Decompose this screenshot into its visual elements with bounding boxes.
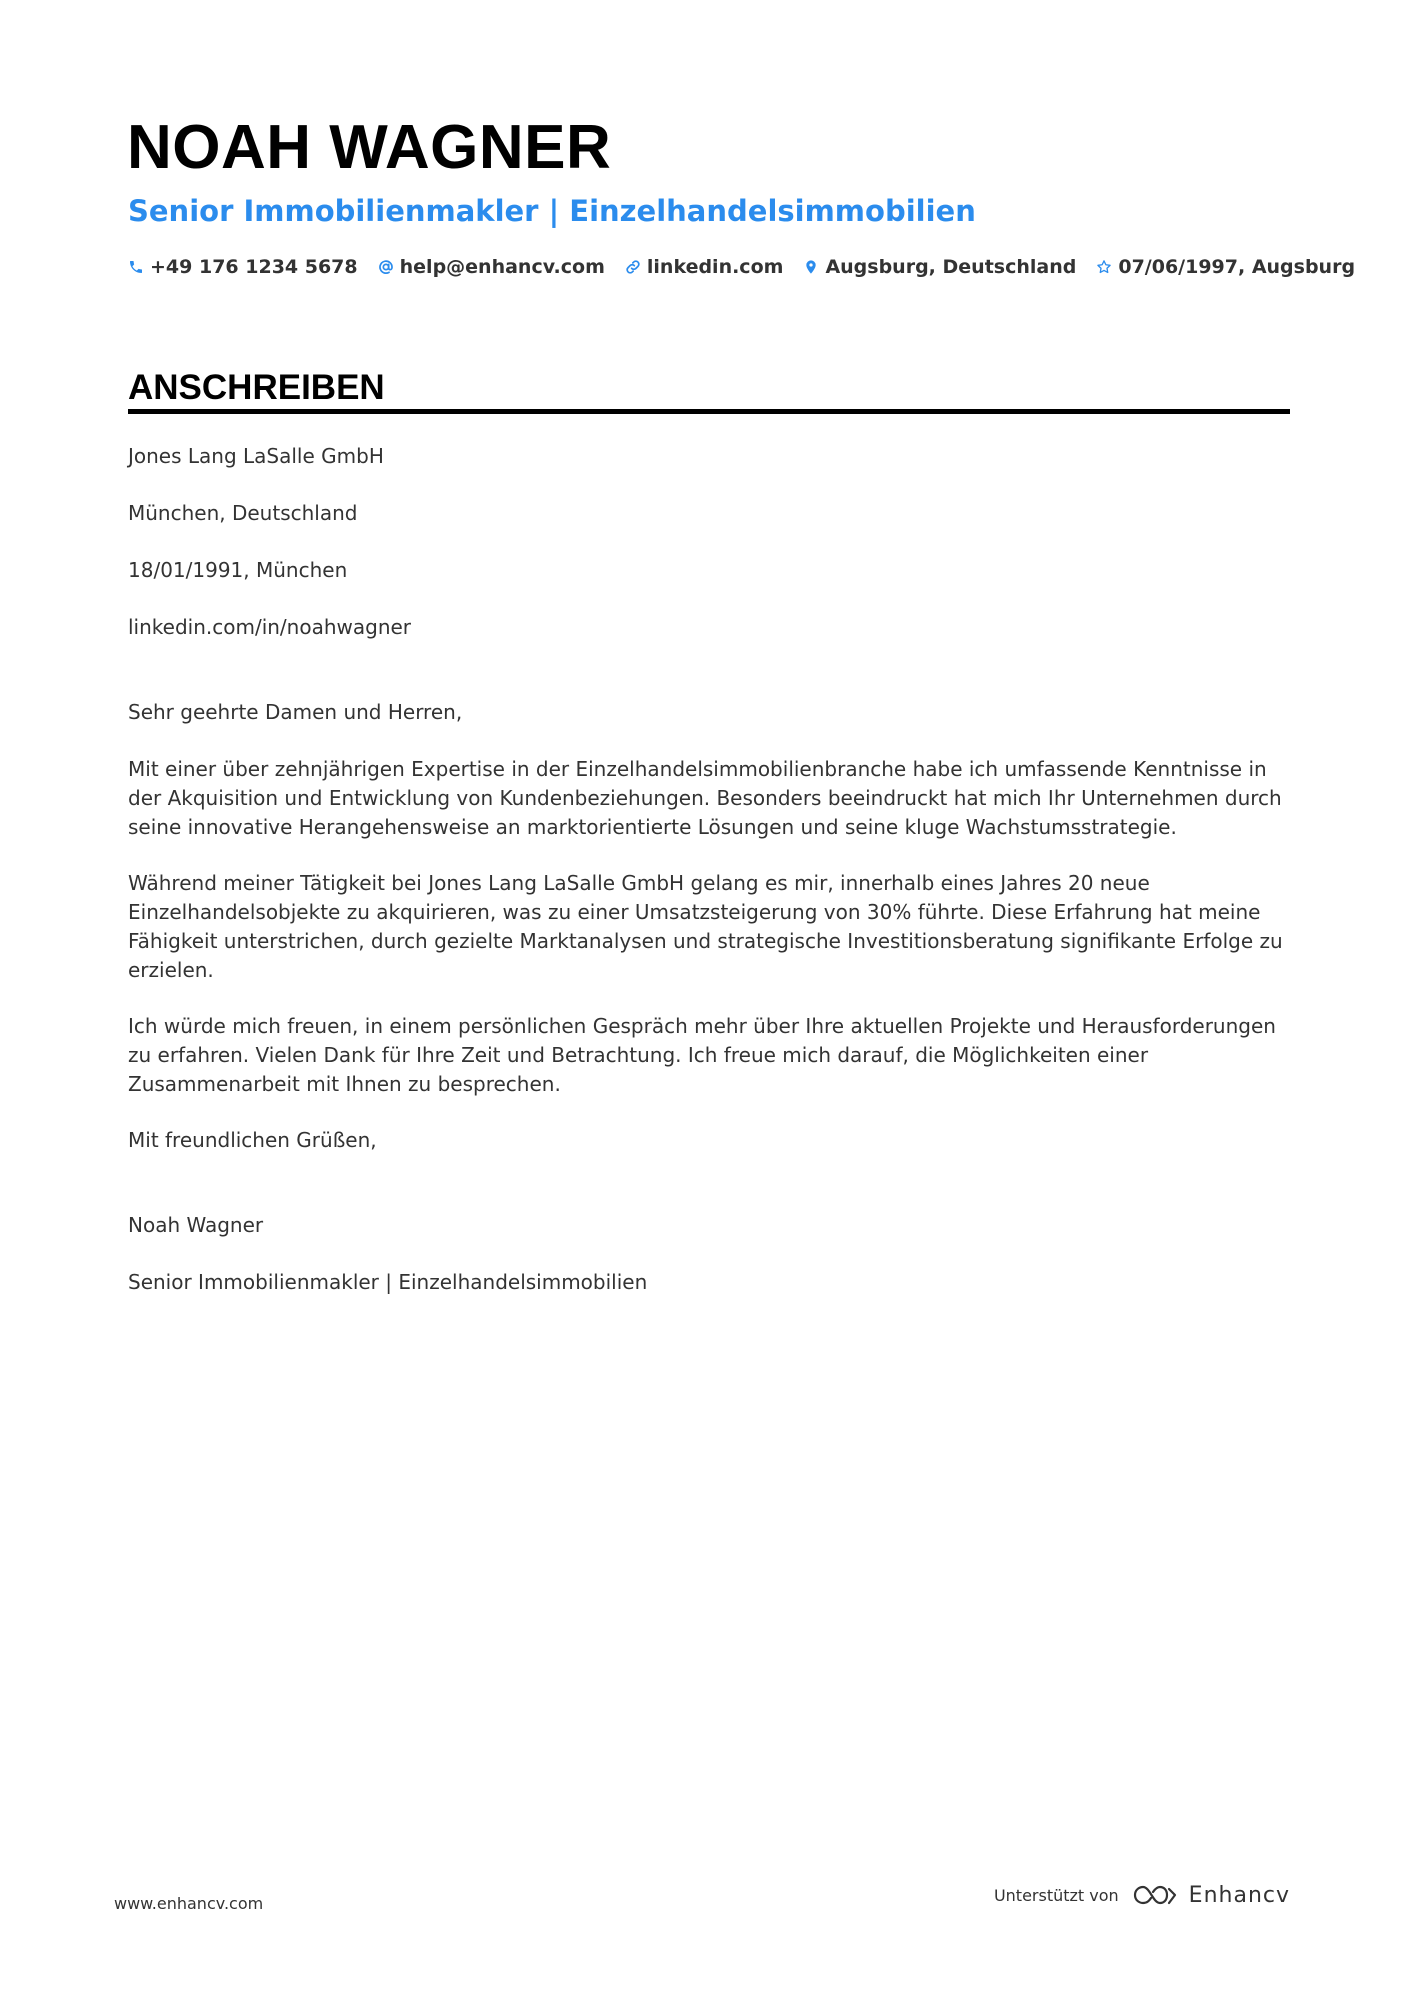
footer-url[interactable]: www.enhancv.com <box>114 1894 264 1913</box>
at-icon <box>378 259 394 275</box>
location-pin-icon <box>803 259 819 275</box>
contact-bar <box>128 253 1375 281</box>
recipient-date: 18/01/1991, München <box>128 558 348 582</box>
enhancv-logo-icon <box>1131 1881 1179 1909</box>
letter-paragraph-3: Ich würde mich freuen, in einem persönlichen Gespräch mehr über Ihre aktuellen Projekte und Herausforderungen zu erfahren. Vielen Dank für Ihre Zeit und Betrachtung. Ich freue mich darauf, die Möglichkeiten einer Zusammenarbeit mit Ihnen zu besprechen. <box>128 1014 1276 1096</box>
contact-birth <box>1096 253 1355 281</box>
letter-paragraph-2: Während meiner Tätigkeit bei Jones Lang LaSalle GmbH gelang es mir, innerhalb eines Jahres 20 neue Einzelhandelsobjekte zu akquirieren, was zu einer Umsatzsteigerung von 30% führte. Diese Erfahrung hat meine Fähigkeit unterstrichen, durch gezielte Marktanalysen und strategische Investitionsberatung signifikante Erfolge zu erzielen. <box>128 871 1283 982</box>
powered-by-text: Unterstützt von <box>993 1885 1119 1905</box>
link-icon <box>625 259 641 275</box>
applicant-title: Senior Immobilienmakler | Einzelhandelsimmobilien <box>128 194 976 228</box>
recipient-link: linkedin.com/in/noahwagner <box>128 615 412 639</box>
contact-linkedin[interactable] <box>625 253 784 281</box>
contact-phone <box>128 253 358 281</box>
letter-closing: Mit freundlichen Grüßen, <box>128 1128 377 1152</box>
brand-name: Enhancv <box>1188 1882 1290 1908</box>
location-text: Augsburg, Deutschland <box>825 256 1077 278</box>
birth-text: 07/06/1997, Augsburg <box>1118 256 1356 278</box>
recipient-city: München, Deutschland <box>128 501 358 525</box>
star-icon <box>1096 259 1112 275</box>
section-divider <box>128 409 1290 414</box>
email-text: help@enhancv.com <box>399 256 605 278</box>
section-title: ANSCHREIBEN <box>128 368 385 407</box>
phone-text: +49 176 1234 5678 <box>150 256 358 278</box>
contact-email[interactable] <box>378 253 605 281</box>
signature-name: Noah Wagner <box>128 1213 264 1237</box>
linkedin-text: linkedin.com <box>646 256 784 278</box>
letter-paragraph-1: Mit einer über zehnjährigen Expertise in der Einzelhandelsimmobilienbranche habe ich umfassende Kenntnisse in der Akquisition und Entwicklung von Kundenbeziehungen. Besonders beeindruckt hat mich Ihr Unternehmen durch seine innovative Herangehensweise an marktorientierte Lösungen und seine kluge Wachstumsstrategie. <box>128 757 1282 839</box>
applicant-name: NOAH WAGNER <box>127 113 612 182</box>
contact-location <box>803 253 1076 281</box>
recipient-company: Jones Lang LaSalle GmbH <box>128 444 384 468</box>
signature-title: Senior Immobilienmakler | Einzelhandelsimmobilien <box>128 1270 648 1294</box>
footer-brand[interactable] <box>994 1881 1290 1909</box>
phone-icon <box>128 259 144 275</box>
letter-salutation: Sehr geehrte Damen und Herren, <box>128 700 463 724</box>
